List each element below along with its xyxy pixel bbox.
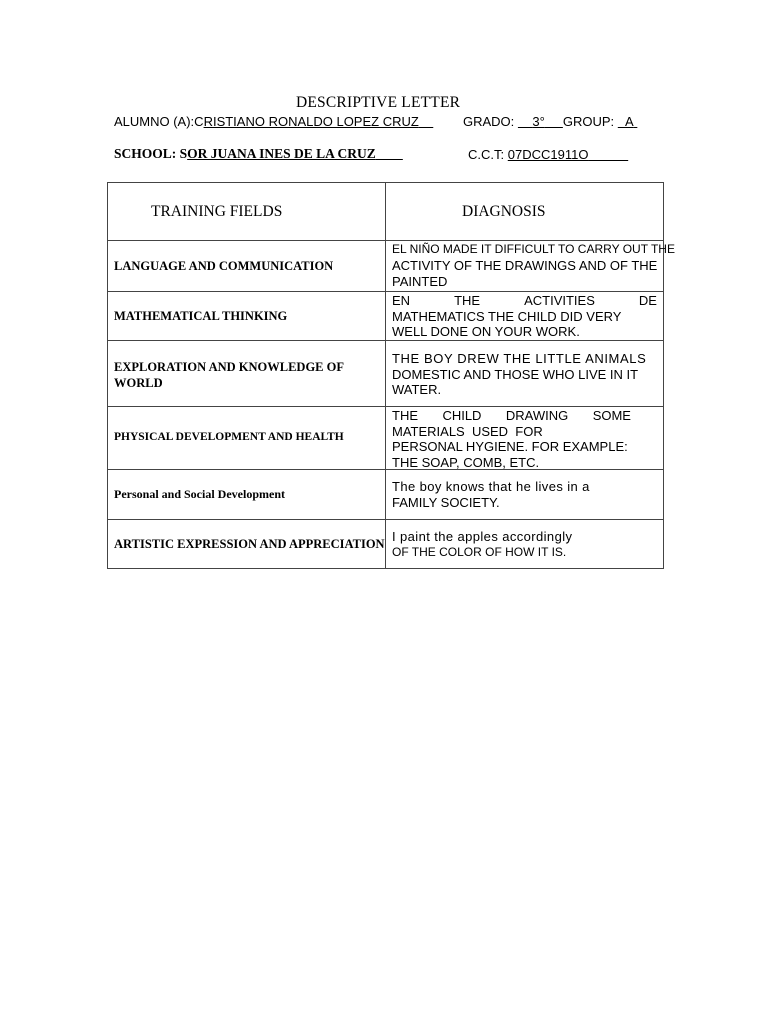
group-value: A — [625, 114, 634, 129]
diagnosis-line: THE SOAP, COMB, ETC. — [392, 454, 540, 470]
diagnosis-word: SOME — [592, 408, 631, 423]
diagnosis-line: MATHEMATICS THE CHILD DID VERY — [392, 308, 622, 324]
diagnosis-line: THE BOY DREW THE LITTLE ANIMALS — [392, 351, 647, 366]
diagnosis-line: PERSONAL HYGIENE. FOR EXAMPLE: — [392, 439, 628, 454]
diagnosis-word: DE — [638, 293, 657, 308]
document-title: DESCRIPTIVE LETTER — [296, 94, 461, 111]
group-label: GROUP: — [562, 114, 615, 129]
diagnosis-line: DOMESTIC AND THOSE WHO LIVE IN IT — [392, 366, 639, 382]
grade-label: GRADO: — [463, 114, 515, 129]
diagnosis-justified-line — [392, 293, 657, 309]
student-name: RISTIANO RONALDO LOPEZ CRUZ — [203, 114, 419, 129]
field-line: WORLD — [114, 376, 163, 390]
table-row-divider — [107, 519, 664, 520]
diagnosis-word: THE — [392, 408, 418, 423]
table-row — [392, 408, 631, 470]
table-row — [392, 529, 572, 560]
table-header-diagnosis: DIAGNOSIS — [462, 203, 546, 220]
table-row-divider — [107, 240, 664, 241]
diagnosis-line: OF THE COLOR OF HOW IT IS. — [392, 544, 567, 559]
diagnosis-line: EL NIÑO MADE IT DIFFICULT TO CARRY OUT THE — [392, 242, 675, 256]
table-row — [392, 293, 657, 340]
school-name: OR JUANA INES DE LA CRUZ — [187, 146, 376, 161]
diagnosis-line: MATERIALS USED FOR — [392, 423, 543, 439]
table-header-training-fields: TRAINING FIELDS — [151, 203, 283, 220]
table-row — [392, 351, 646, 398]
field-physical-development: PHYSICAL DEVELOPMENT AND HEALTH — [114, 431, 344, 443]
diagnosis-line: ACTIVITY OF THE DRAWINGS AND OF THE — [392, 258, 658, 273]
field-language-communication: LANGUAGE AND COMMUNICATION — [114, 259, 334, 273]
field-mathematical-thinking: MATHEMATICAL THINKING — [114, 309, 288, 323]
diagnosis-line: PAINTED — [392, 273, 448, 289]
cct-label: C.C.T: — [468, 147, 505, 162]
student-line — [114, 114, 433, 129]
school-line — [114, 146, 403, 162]
field-personal-social: Personal and Social Development — [114, 487, 285, 501]
diagnosis-word: CHILD — [442, 408, 482, 423]
diagnosis-justified-line — [392, 408, 631, 424]
diagnosis-line: WELL DONE ON YOUR WORK. — [392, 324, 580, 339]
diagnosis-line: WATER. — [392, 382, 442, 397]
diagnosis-line: I paint the apples accordingly — [392, 529, 573, 544]
diagnosis-line: FAMILY SOCIETY. — [392, 494, 500, 510]
grade-value-field — [518, 114, 563, 129]
table-row-divider — [107, 406, 664, 407]
school-label: SCHOOL: — [114, 146, 177, 161]
table-row — [392, 479, 590, 510]
diagnosis-line: The boy knows that he lives in a — [392, 479, 590, 494]
grade-value: 3° — [532, 114, 545, 129]
cct-value-field — [508, 147, 628, 162]
diagnosis-word: EN — [392, 293, 411, 308]
diagnosis-word: DRAWING — [505, 408, 569, 423]
table-row-divider — [107, 340, 664, 341]
field-exploration-knowledge — [114, 359, 344, 391]
diagnosis-word: ACTIVITIES — [524, 293, 595, 308]
field-line: EXPLORATION AND KNOWLEDGE OF — [114, 360, 344, 374]
cct-value: 07DCC1911O — [507, 147, 589, 162]
cct-line — [468, 147, 628, 162]
diagnosis-word: THE — [454, 293, 481, 308]
table-row-divider — [107, 291, 664, 292]
student-label: ALUMNO (A): — [114, 114, 195, 129]
school-name-initial: S — [179, 146, 188, 161]
group-value-field — [618, 114, 638, 129]
field-artistic-expression: ARTISTIC EXPRESSION AND APPRECIATION — [114, 537, 385, 551]
grade-group-line — [463, 114, 637, 129]
table-row — [392, 242, 675, 289]
student-name-initial: C — [194, 114, 204, 129]
